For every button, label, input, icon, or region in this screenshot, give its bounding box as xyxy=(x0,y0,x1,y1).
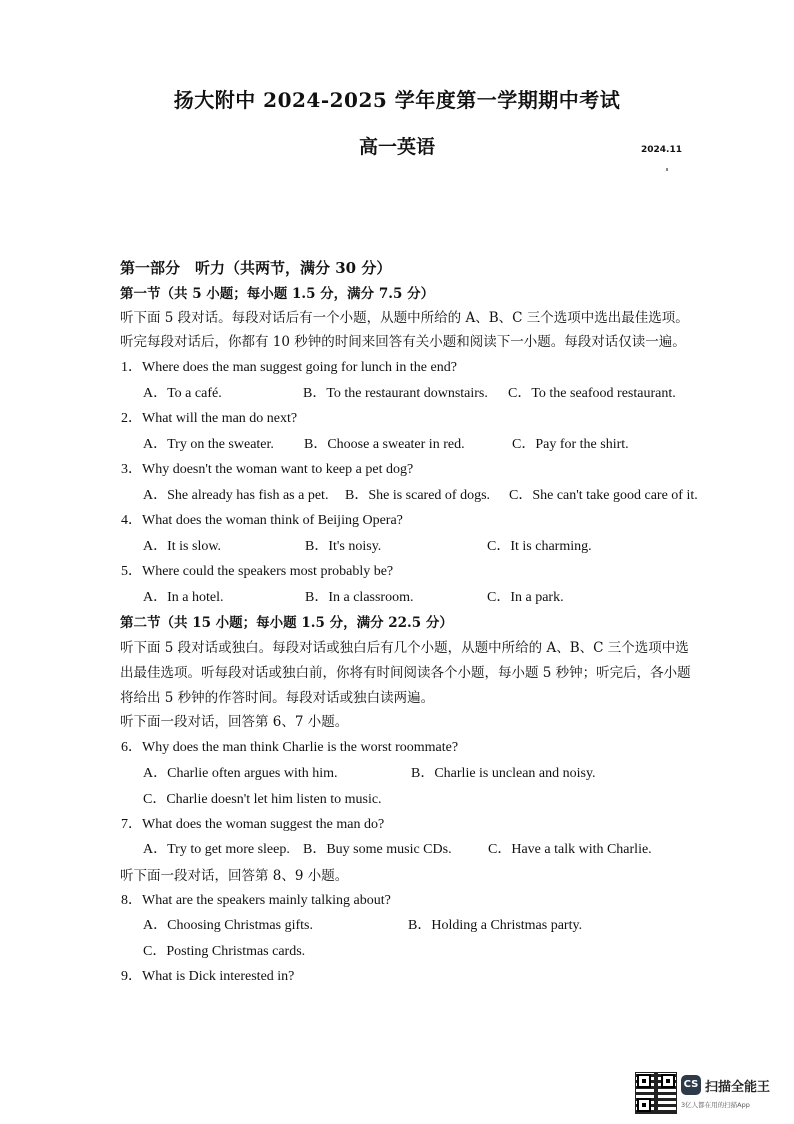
option-c: C．Pay for the shirt. xyxy=(512,437,629,452)
question-stem: 5．Where could the speakers most probably be? xyxy=(121,564,394,579)
question-stem: 7．What does the woman suggest the man do? xyxy=(121,817,385,832)
option-a: A．It is slow. xyxy=(143,539,222,554)
question-stem: 1．Where does the man suggest going for lunch in the end? xyxy=(121,360,457,375)
option-a: A．To a café. xyxy=(143,386,222,401)
exam-title: 扬大附中 2024-2025 学年度第一学期期中考试 xyxy=(173,88,621,112)
section2-instruction: 将给出 5 秒钟的作答时间。每段对话或独白读两遍。 xyxy=(120,690,435,706)
option-c: C．Charlie doesn't let him listen to music. xyxy=(143,792,382,807)
option-b: B．Holding a Christmas party. xyxy=(408,918,583,933)
scan-speck xyxy=(666,168,668,171)
option-c: C．In a park. xyxy=(487,590,564,605)
section2-heading: 第二节（共 15 小题；每小题 1.5 分，满分 22.5 分） xyxy=(120,615,453,631)
section1-heading: 第一节（共 5 小题；每小题 1.5 分，满分 7.5 分） xyxy=(120,286,435,302)
question-stem: 2．What will the man do next? xyxy=(121,411,298,426)
exam-date: 2024.11 xyxy=(641,145,682,155)
subject-title: 高一英语 xyxy=(358,136,435,158)
option-b: B．It's noisy. xyxy=(305,539,382,554)
option-c: C．She can't take good care of it. xyxy=(509,488,698,503)
part1-heading: 第一部分 听力（共两节，满分 30 分） xyxy=(120,259,392,277)
dialogue-note: 听下面一段对话，回答第 6、7 小题。 xyxy=(120,714,349,730)
camscanner-logo-icon: CS xyxy=(681,1075,701,1095)
option-b: B．Buy some music CDs. xyxy=(303,842,452,857)
camscanner-tagline: 3亿人都在用的扫描App xyxy=(681,1101,750,1109)
option-a: A．Charlie often argues with him. xyxy=(143,766,338,781)
option-b: B．Choose a sweater in red. xyxy=(304,437,465,452)
option-a: A．She already has fish as a pet. xyxy=(143,488,329,503)
option-c: C．It is charming. xyxy=(487,539,592,554)
option-c: C．Posting Christmas cards. xyxy=(143,944,306,959)
qr-code xyxy=(635,1072,677,1114)
section2-instruction: 听下面 5 段对话或独白。每段对话或独白后有几个小题，从题中所给的 A、B、C 三个选项中选 xyxy=(120,640,689,656)
option-a: A．In a hotel. xyxy=(143,590,224,605)
question-stem: 6．Why does the man think Charlie is the worst roommate? xyxy=(121,740,459,755)
option-c: C．To the seafood restaurant. xyxy=(508,386,676,401)
question-stem: 8．What are the speakers mainly talking about? xyxy=(121,893,391,908)
question-stem: 4．What does the woman think of Beijing Opera? xyxy=(121,513,403,528)
section2-instruction: 出最佳选项。听每段对话或独白前，你将有时间阅读各个小题，每小题 5 秒钟；听完后，各小题 xyxy=(120,665,691,681)
option-b: B．In a classroom. xyxy=(305,590,414,605)
option-b: B．Charlie is unclean and noisy. xyxy=(411,766,596,781)
section1-instruction: 听完每段对话后，你都有 10 秒钟的时间来回答有关小题和阅读下一小题。每段对话仅读一遍。 xyxy=(120,334,686,350)
question-stem: 3．Why doesn't the woman want to keep a pet dog? xyxy=(121,462,414,477)
option-b: B．She is scared of dogs. xyxy=(345,488,491,503)
section1-instruction: 听下面 5 段对话。每段对话后有一个小题，从题中所给的 A、B、C 三个选项中选出最佳选项。 xyxy=(120,310,689,326)
option-c: C．Have a talk with Charlie. xyxy=(488,842,652,857)
camscanner-app-name: 扫描全能王 xyxy=(705,1080,771,1095)
option-b: B．To the restaurant downstairs. xyxy=(303,386,488,401)
dialogue-note: 听下面一段对话，回答第 8、9 小题。 xyxy=(120,868,349,884)
option-a: A．Choosing Christmas gifts. xyxy=(143,918,313,933)
option-a: A．Try to get more sleep. xyxy=(143,842,290,857)
question-stem: 9．What is Dick interested in? xyxy=(121,969,295,984)
option-a: A．Try on the sweater. xyxy=(143,437,274,452)
